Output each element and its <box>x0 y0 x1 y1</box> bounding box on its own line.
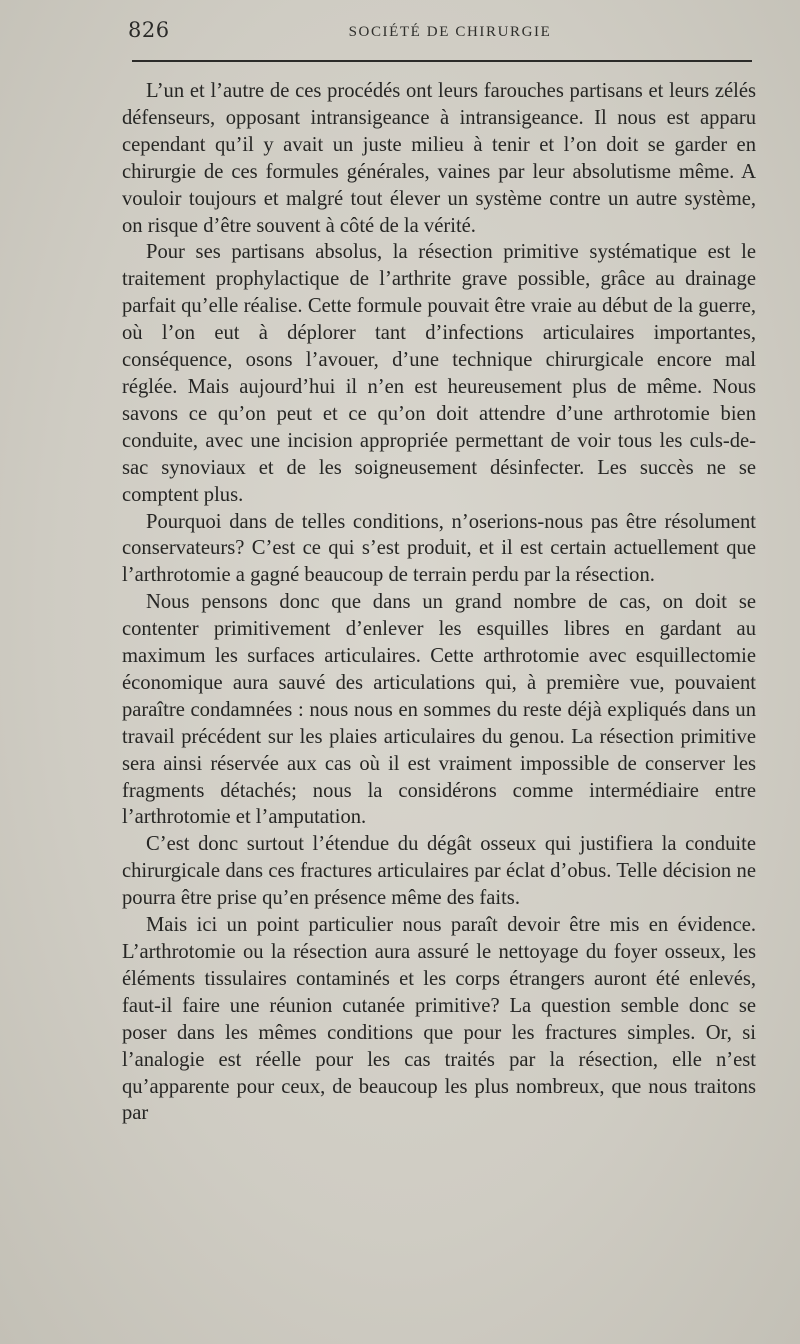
paragraph: L’un et l’autre de ces procédés ont leurs farouches partisans et leurs zélés défenseurs, opposant intransigeance à intransigeance. Il nous est apparu cependant qu’il y avait un juste milieu à tenir et l’on doit se garder en chirurgie de ces formules générales, vaines par leur absolutisme même. A vouloir toujours et malgré tout élever un système contre un autre système, on risque d’être souvent à côté de la vérité. <box>122 80 756 237</box>
paragraph: Mais ici un point particulier nous paraît devoir être mis en évidence. L’arthrotomie ou la résection aura assuré le nettoyage du foyer osseux, les éléments tissulaires contaminés et les corps étrangers auront été enlevés, faut-il faire une réunion cutanée primitive? La question semble donc se poser dans les mêmes conditions que pour les fractures simples. Or, si l’analogie est réelle pour les cas traités par la résection, elle n’est qu’apparente pour ceux, de beaucoup les plus nombreux, que nous traitons par <box>122 914 756 1125</box>
paragraph: Nous pensons donc que dans un grand nombre de cas, on doit se contenter primitivement d’enlever les esquilles libres en gardant au maximum les surfaces articulaires. Cette arthrotomie avec esquillectomie économique aura sauvé des articulations qui, à première vue, pouvaient paraître condamnées : nous nous en sommes du reste déjà expliqués dans un travail précédent sur les plaies articulaires du genou. La résection primitive sera ainsi réservée aux cas où il est vraiment impossible de conserver les fragments détachés; nous la considérons comme intermédiaire entre l’arthrotomie et l’amputation. <box>122 591 756 829</box>
paragraph: C’est donc surtout l’étendue du dégât osseux qui justifiera la conduite chirurgicale dans ces fractures articulaires par éclat d’obus. Telle décision ne pourra être prise qu’en présence même des faits. <box>122 833 756 910</box>
body-text <box>122 78 756 1127</box>
header-rule <box>132 60 752 62</box>
running-title: SOCIÉTÉ DE CHIRURGIE <box>348 24 552 40</box>
page-header <box>0 14 800 50</box>
paragraph: Pour ses partisans absolus, la résection primitive systématique est le traitement prophylactique de l’arthrite grave possible, grâce au drainage parfait qu’elle réalise. Cette formule pouvait être vraie au début de la guerre, où l’on eut à déplorer tant d’infections articulaires importantes, conséquence, osons l’avouer, d’une technique chirurgicale encore mal réglée. Mais aujourd’hui il n’en est heureusement plus de même. Nous savons ce qu’on peut et ce qu’on doit attendre d’une arthrotomie bien conduite, avec une incision appropriée permettant de voir tous les culs-de-sac synoviaux et de les soigneusement désinfecter. Les succès ne se comptent plus. <box>122 241 756 506</box>
page-number: 826 <box>128 18 170 42</box>
paragraph: Pourquoi dans de telles conditions, n’oserions-nous pas être résolument conservateurs? C’est ce qui s’est produit, et il est certain actuellement que l’arthrotomie a gagné beaucoup de terrain perdu par la résection. <box>122 510 756 587</box>
